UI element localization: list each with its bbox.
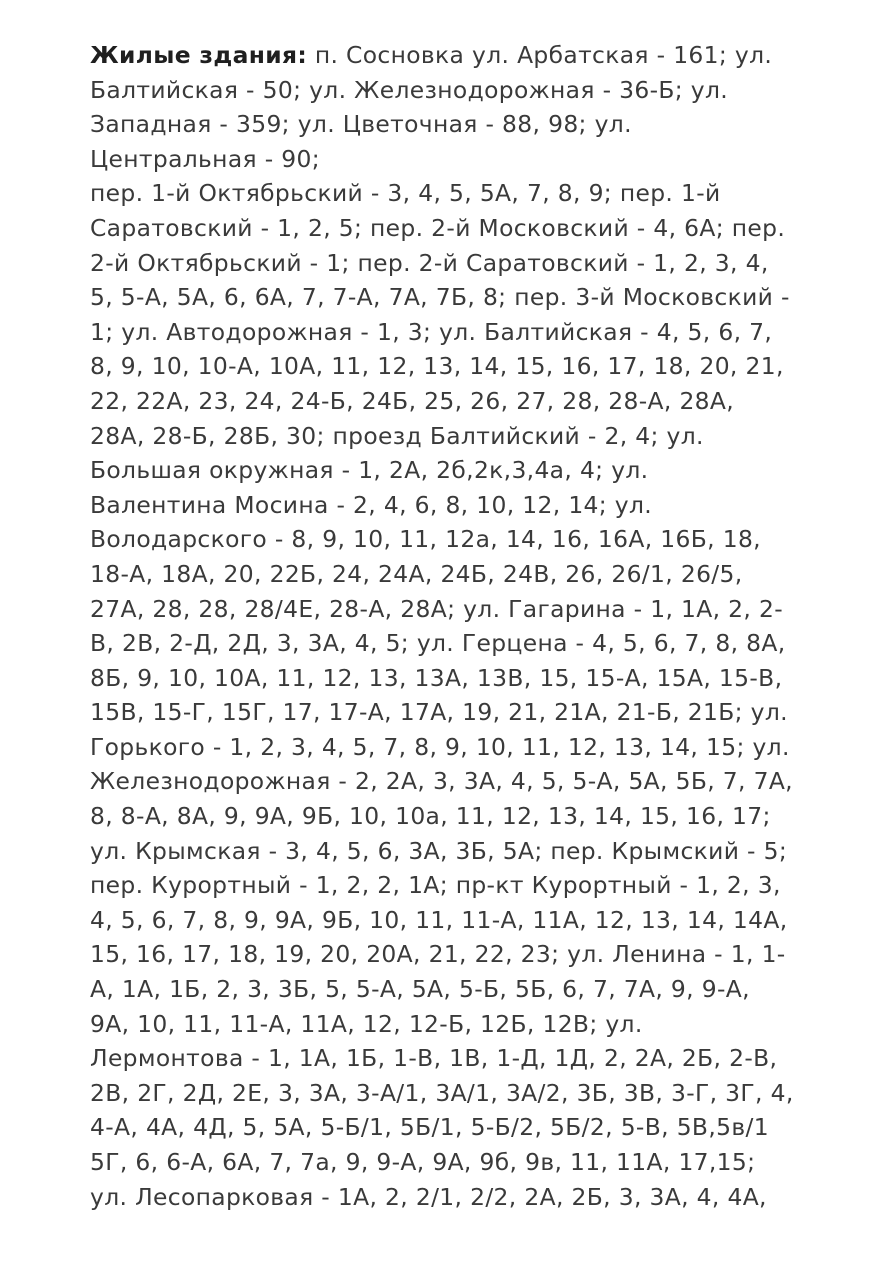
text-line: А, 1А, 1Б, 2, 3, 3Б, 5, 5-А, 5А, 5-Б, 5Б, 6, 7, 7А, 9, 9-А, — [90, 975, 750, 1004]
text-line: ул. Крымская - 3, 4, 5, 6, 3А, 3Б, 5А; пер. Крымский - 5; — [90, 836, 788, 865]
text-line: 8, 9, 10, 10-А, 10А, 11, 12, 13, 14, 15, 16, 17, 18, 20, 21, — [90, 352, 784, 381]
text-line: 8, 8-А, 8А, 9, 9А, 9Б, 10, 10а, 11, 12, 13, 14, 15, 16, 17; — [90, 802, 771, 831]
text-line: 15В, 15-Г, 15Г, 17, 17-А, 17А, 19, 21, 21А, 21-Б, 21Б; ул. — [90, 698, 788, 727]
text-line: Западная - 359; ул. Цветочная - 88, 98; ул. — [90, 110, 632, 139]
text-line: Центральная - 90; — [90, 144, 320, 173]
text-line: 4, 5, 6, 7, 8, 9, 9А, 9Б, 10, 11, 11-А, 11А, 12, 13, 14, 14А, — [90, 905, 788, 934]
section-heading: Жилые здания: — [90, 41, 308, 69]
text-line: 5Г, 6, 6-А, 6А, 7, 7а, 9, 9-А, 9А, 9б, 9в, 11, 11А, 17,15; — [90, 1148, 756, 1176]
text-line: Лермонтова - 1, 1А, 1Б, 1-В, 1В, 1-Д, 1Д, 2, 2А, 2Б, 2-В, — [90, 1044, 778, 1073]
address-list-document — [90, 38, 860, 1214]
text-lines — [90, 73, 860, 1215]
text-line: Саратовский - 1, 2, 5; пер. 2-й Московский - 4, 6А; пер. — [90, 213, 786, 242]
text-line: 15, 16, 17, 18, 19, 20, 20А, 21, 22, 23; ул. Ленина - 1, 1- — [90, 940, 786, 969]
text-line: Володарского - 8, 9, 10, 11, 12а, 14, 16, 16А, 16Б, 18, — [90, 525, 761, 554]
text-line: 9А, 10, 11, 11-А, 11А, 12, 12-Б, 12Б, 12В; ул. — [90, 1009, 643, 1038]
text-line: 22, 22А, 23, 24, 24-Б, 24Б, 25, 26, 27, 28, 28-А, 28А, — [90, 386, 735, 415]
text-line: 8Б, 9, 10, 10А, 11, 12, 13, 13А, 13В, 15, 15-А, 15А, 15-В, — [90, 663, 783, 692]
text-line: пер. Курортный - 1, 2, 2, 1А; пр-кт Курортный - 1, 2, 3, — [90, 871, 781, 900]
text-line: 2-й Октябрьский - 1; пер. 2-й Саратовский - 1, 2, 3, 4, — [90, 248, 769, 277]
text-line: 1; ул. Автодорожная - 1, 3; ул. Балтийская - 4, 5, 6, 7, — [90, 317, 773, 346]
text-line: Большая окружная - 1, 2А, 2б,2к,3,4а, 4; ул. — [90, 456, 649, 485]
text-line: 28А, 28-Б, 28Б, 30; проезд Балтийский - 2, 4; ул. — [90, 421, 704, 450]
text-line: 18-А, 18А, 20, 22Б, 24, 24А, 24Б, 24В, 26, 26/1, 26/5, — [90, 559, 743, 588]
text-line: пер. 1-й Октябрьский - 3, 4, 5, 5А, 7, 8, 9; пер. 1-й — [90, 179, 721, 208]
text-line: Балтийская - 50; ул. Железнодорожная - 36-Б; ул. — [90, 75, 729, 104]
text-line: Железнодорожная - 2, 2А, 3, 3А, 4, 5, 5-А, 5А, 5Б, 7, 7А, — [90, 767, 793, 796]
text-line: Горького - 1, 2, 3, 4, 5, 7, 8, 9, 10, 11, 12, 13, 14, 15; ул. — [90, 732, 790, 761]
text-line: 5, 5-А, 5А, 6, 6А, 7, 7-А, 7А, 7Б, 8; пер. 3-й Московский - — [90, 283, 790, 312]
text-line: 2В, 2Г, 2Д, 2Е, 3, 3А, 3-А/1, 3А/1, 3А/2, 3Б, 3В, 3-Г, 3Г, 4, — [90, 1078, 794, 1107]
text-line-first-rest: п. Сосновка ул. Арбатская - 161; ул. — [307, 41, 773, 69]
text-line: Валентина Мосина - 2, 4, 6, 8, 10, 12, 14; ул. — [90, 490, 653, 519]
text-line: 27А, 28, 28, 28/4Е, 28-А, 28А; ул. Гагарина - 1, 1А, 2, 2- — [90, 594, 783, 623]
text-line: ул. Лесопарковая - 1А, 2, 2/1, 2/2, 2А, 2Б, 3, 3А, 4, 4А, — [90, 1182, 767, 1211]
text-line: В, 2В, 2-Д, 2Д, 3, 3А, 4, 5; ул. Герцена - 4, 5, 6, 7, 8, 8А, — [90, 629, 786, 658]
text-line-first — [90, 38, 860, 73]
text-line: 4-А, 4А, 4Д, 5, 5А, 5-Б/1, 5Б/1, 5-Б/2, 5Б/2, 5-В, 5В,5в/1 — [90, 1113, 769, 1142]
